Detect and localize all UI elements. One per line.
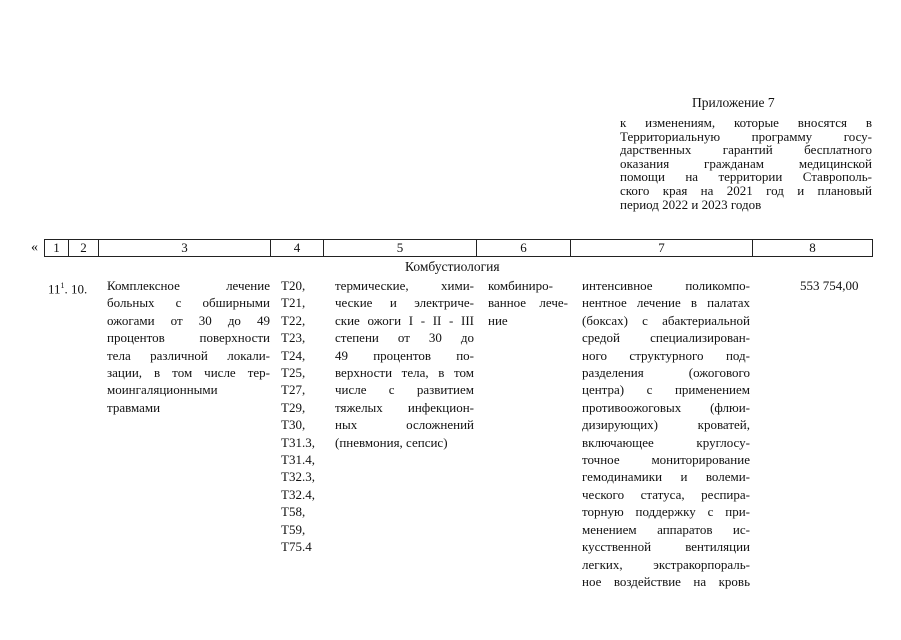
- row-number-superscript: 1: [60, 281, 65, 290]
- text-line: кусственной вентиляции: [582, 539, 750, 555]
- patient-model-cell: [335, 277, 474, 451]
- appendix-line: дарственных гарантий бесплатного: [620, 142, 872, 158]
- header-cell: 2: [69, 240, 99, 257]
- text-line: гемодинамики и волеми-: [582, 469, 750, 485]
- opening-quote: «: [31, 240, 38, 255]
- appendix-line: к изменениям, которые вносятся в: [620, 115, 872, 130]
- icd-code: T22,: [281, 312, 306, 328]
- header-cell: 6: [477, 240, 571, 257]
- text-line: нентное лечение в палатах: [582, 295, 750, 311]
- text-line: степени от 30 до: [335, 330, 474, 346]
- text-line: травмами: [107, 399, 161, 415]
- text-line: ние: [488, 312, 508, 328]
- appendix-line: оказания гражданам медицинской: [620, 155, 872, 171]
- icd-code: T32.3,: [281, 469, 315, 485]
- text-line: (боксах) с абактериальной: [582, 312, 750, 328]
- treatment-profile-cell: [107, 277, 270, 416]
- icd-code: T20,: [281, 278, 306, 293]
- header-cell: 8: [753, 240, 873, 257]
- text-line: противоожоговых (флюи-: [582, 399, 750, 415]
- icd-code: T30,: [281, 417, 306, 433]
- text-line: ожогами от 30 до 49: [107, 312, 270, 328]
- text-line: больных с обширными: [107, 295, 270, 311]
- column-number-header: [44, 239, 873, 257]
- text-line: числе с развитием: [335, 382, 474, 398]
- text-line: легких, экстракорпораль-: [582, 556, 750, 572]
- text-line: ного структурного под-: [582, 347, 750, 363]
- icd-code: T59,: [281, 521, 306, 537]
- text-line: термические, хими-: [335, 278, 474, 293]
- appendix-title: Приложение 7: [692, 95, 775, 110]
- text-line: ческого статуса, респира-: [582, 486, 750, 502]
- text-line: Комплексное лечение: [107, 278, 270, 293]
- appendix-description: [620, 116, 872, 211]
- header-cell: 7: [571, 240, 753, 257]
- icd-code: T75.4: [281, 539, 312, 555]
- text-line: моингаляционными: [107, 382, 218, 398]
- text-line: точное мониторирование: [582, 452, 750, 468]
- icd-code: T23,: [281, 330, 306, 346]
- text-line: зации, в том числе тер-: [107, 365, 270, 381]
- text-line: средой специализирован-: [582, 330, 750, 346]
- icd-code: T32.4,: [281, 486, 315, 502]
- icd-code: T21,: [281, 295, 306, 311]
- text-line: верхности тела, в том: [335, 365, 474, 381]
- text-line: ных осложнений: [335, 417, 474, 433]
- icd-codes-cell: [281, 277, 329, 556]
- header-cell: 5: [324, 240, 477, 257]
- icd-code: T24,: [281, 347, 306, 363]
- text-line: ческие и электриче-: [335, 295, 474, 311]
- text-line: интенсивное поликомпо-: [582, 278, 750, 293]
- icd-code: T29,: [281, 399, 306, 415]
- header-cell: 4: [271, 240, 324, 257]
- icd-code: T31.3,: [281, 434, 315, 450]
- header-cell: 3: [99, 240, 271, 257]
- text-line: ное воздействие на кровь: [582, 573, 750, 589]
- text-line: ские ожоги I - II - III: [335, 312, 474, 328]
- text-line: ванное лече-: [488, 295, 568, 311]
- appendix-line: помощи на территории Ставрополь-: [620, 169, 872, 185]
- text-line: центра) с применением: [582, 382, 750, 398]
- icd-code: T58,: [281, 504, 306, 520]
- text-line: менением аппаратов ис-: [582, 521, 750, 537]
- text-line: тела различной локали-: [107, 347, 270, 363]
- icd-code: T25,: [281, 365, 306, 381]
- icd-code: T31.4,: [281, 452, 315, 468]
- text-line: комбиниро-: [488, 278, 553, 293]
- row-subnumber: 10.: [71, 281, 88, 297]
- text-line: тяжелых инфекцион-: [335, 399, 474, 415]
- cost-value: 553 754,00: [800, 278, 859, 293]
- appendix-line: Территориальную программу госу-: [620, 128, 872, 144]
- text-line: процентов поверхности: [107, 330, 270, 346]
- icd-code: T27,: [281, 382, 306, 398]
- section-title: Комбустиология: [405, 259, 500, 274]
- row-number-main: 11: [48, 281, 61, 297]
- text-line: торную поддержку с при-: [582, 504, 750, 520]
- row-number: $11^1$. 10.: [48, 281, 88, 297]
- text-line: включающее круглосу-: [582, 434, 750, 450]
- text-line: 49 процентов по-: [335, 347, 474, 363]
- treatment-type-cell: [488, 277, 568, 329]
- appendix-line: период 2022 и 2023 годов: [620, 196, 762, 212]
- treatment-method-cell: [582, 277, 750, 590]
- appendix-line: ского края на 2021 год и плановый: [620, 182, 872, 198]
- header-cell: 1: [45, 240, 69, 257]
- text-line: (пневмония, сепсис): [335, 434, 448, 450]
- text-line: разделения (ожогового: [582, 365, 750, 381]
- text-line: дизирующих) кроватей,: [582, 417, 750, 433]
